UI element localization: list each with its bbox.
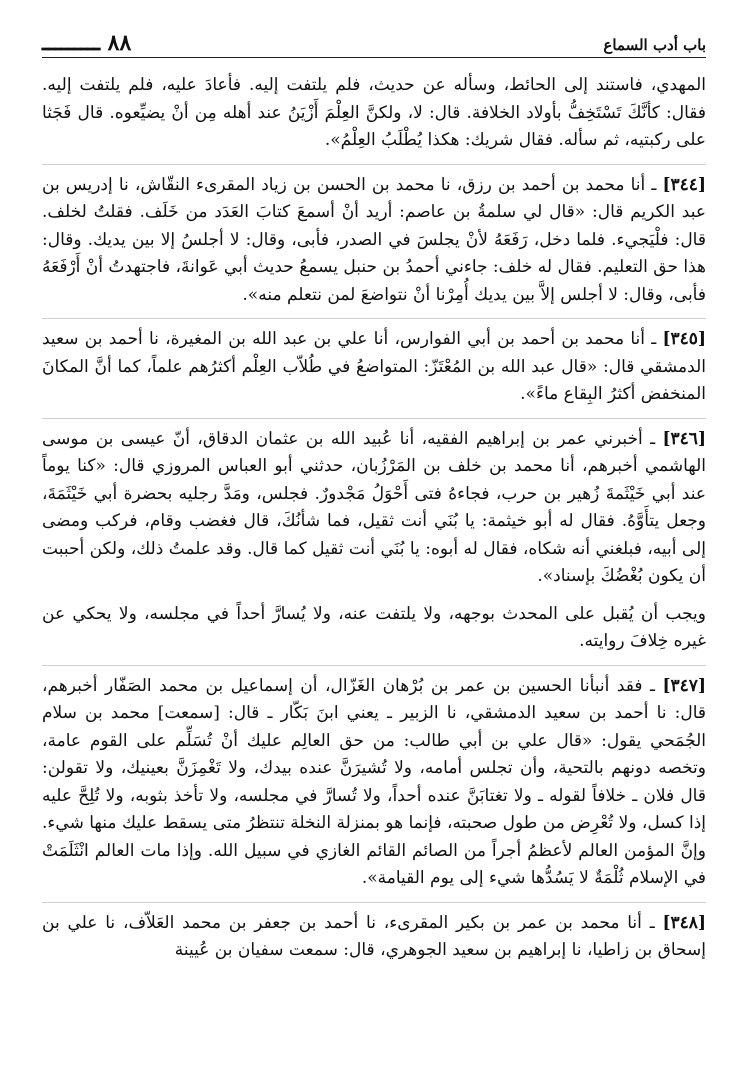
commentary-paragraph (42, 601, 706, 656)
paragraph-text: المهدي، فاستند إلى الحائط، وسأله عن حديث، فلم يلتفت إليه. فأعادَ عليه، فلم يلتفت إليه. فقال: كأنَّكَ تَسْتَخِفُّ بأولاد الخلافة. قال: لا، ولكنَّ العِلْمَ أَزْيَنُ عند أهله مِن أنْ يضيِّعوه. قال فَجَثا على ركبتيه، ثم سأله. فقال شريك: هكذا يُطْلَبُ العِلْمُ». (42, 75, 706, 150)
page-number: ٨٨ ـــــــــ (42, 30, 132, 56)
paragraph-text: ويجب أن يُقبل على المحدث بوجهه، ولا يلتفت عنه، ولا يُسارَّ أحداً في مجلسه، ولا يحكي عن غيره خِلافَ روايته. (42, 603, 706, 651)
hadith-347 (42, 665, 706, 893)
hadith-number: [٣٤٧] (662, 675, 706, 696)
hadith-348 (42, 902, 706, 965)
paragraph-text: ـ أنا محمد بن أحمد بن أبي الفوارس، أنا علي بن عبد الله بن المغيرة، نا أحمد بن سعيد الدمشقي قال: «قال عبد الله بن المُعْتَزّ: المتواضعُ في طُلاّب العِلْم أكثرُهم علماً، كما أنَّ المكانَ المنخفض أكثرُ البِقاع ماءً». (42, 329, 706, 404)
paragraph-continuation (42, 72, 706, 155)
hadith-number: [٣٤٦] (662, 428, 706, 449)
paragraph-text: ـ أخبرني عمر بن إبراهيم الفقيه، أنا عُبيد الله بن عثمان الدقاق، أنّ عيسى بن موسى الهاشمي أخبرهم، أنا محمد بن خلف بن المَرْزُبان، حدثني أبو العباس المروزي قال: «كنا يوماً عند أبي خَيْثَمةَ زُهير بن حرب، فجاءهُ فتى أَحْوَلُ مَجْدورٌ. فجلس، ومَدَّ رجليه بحضرة أبي خَيْثَمَةَ، وجعل يتأَوَّهُ. فقال له أبو خيثمة: يا بُنَي أنت ثقيل، فما شأنُكَ، قال فغضب وقام، فركب ومضى إلى أبيه، فبلغني أنه شكاه، فقال له أبوه: يا بُنَي أنت ثقيل كما قال. وقد علمتُ ذلك، ولكن أحببت أن يكون بُغْضُكَ بإسناد». (42, 428, 706, 586)
hadith-number: [٣٤٨] (662, 912, 706, 933)
chapter-title: باب أدب السماع (603, 36, 706, 54)
hadith-345 (42, 318, 706, 409)
hadith-344 (42, 164, 706, 310)
paragraph-text: ـ أنا محمد بن عمر بن بكير المقرىء، نا أحمد بن جعفر بن محمد العَلاّف، نا علي بن إسحاق بن زاطيا، نا إبراهيم بن سعيد الجوهري، قال: سمعت سفيان بن عُيينة (42, 912, 706, 960)
paragraph-text: ـ فقد أنبأنا الحسين بن عمر بن بُرْهان الغَزّال، أن إسماعيل بن محمد الصَفّار أخبرهم، قال: نا أحمد بن سعيد الدمشقي، نا الزبير ـ يعني ابنَ بَكّار ـ قال: [سمعت] محمد بن سلام الجُمَحي يقول: «قال علي بن أبي طالب: من حق العالِم عليك أنْ تُسَلِّم على القوم عامة، وتخصه دونهم بالتحية، وأن تجلس أمامه، ولا تُشيرَنَّ عنده بيدك، ولا تَغْمِزَنَّ بعينيك، ولا تقولن: قال فلان ـ خلافاً لقوله ـ ولا تغتابَنَّ عنده أحداً، ولا تُسارَّ في مجلسه، ولا تأخذ بثوبه، ولا تُلِحَّ عليه إذا كسل، ولا تُعْرِض من طول صحبته، فإنما هو بمنزلة النخلة تنتظرُ متى يسقط عليك منها شيء. وإنَّ المؤمن العالم لأعظمُ أجراً من الصائم القائم الغازي في سبيل الله. وإذا مات العالم انْثَلَمَتْ في الإسلام ثُلْمَةٌ لا يَسُدُّها شيء إلى يوم القيامة». (42, 675, 706, 888)
hadith-number: [٣٤٥] (662, 329, 706, 349)
hadith-number: [٣٤٤] (662, 174, 706, 195)
hadith-346 (42, 418, 706, 591)
page-header (42, 30, 706, 58)
paragraph-text: ـ أنا محمد بن أحمد بن رزق، نا محمد بن الحسن بن زياد المقرىء النقّاش، نا إدريس بن عبد الكريم قال: «قال لي سلمةُ بن عاصم: أريد أنْ أسمعَ كتابَ العَدَد من خَلَف. فقلتُ لخلف. قال: فلْيَجيء. فلما دخل، رَفَعَهُ لأنْ يجلسَ في الصدر، فأبى، وقال: لا أجلسُ إلا بين يديك. وقال: هذا حق التعليم. فقال له خلف: جاءني أحمدُ بن حنبل يسمعُ حديث أبي عَوانةَ، فاجتهدتُ أنْ أَرْفَعَهُ فأبى، وقال: لا أجلس إلاَّ بين يديك أُمِرْنا أنْ نتواضعَ لمن نتعلم منه». (42, 174, 706, 305)
